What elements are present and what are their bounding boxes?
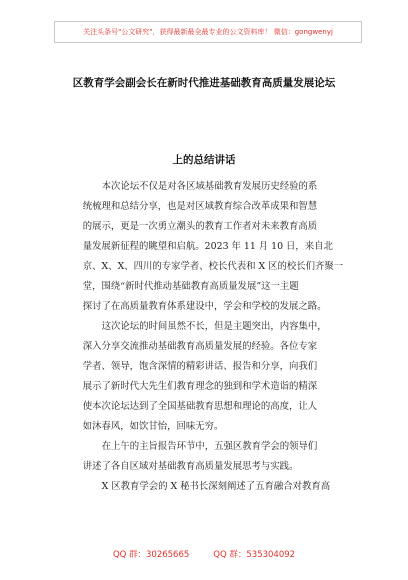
paragraph bbox=[64, 177, 350, 317]
document-title-line-2: 上的总结讲话 bbox=[172, 154, 236, 166]
text-line: 使本次论坛达到了全国基础教育思想和理论的高度，让人 bbox=[82, 401, 318, 412]
document-body bbox=[64, 177, 350, 497]
qq-group-2: QQ 群：535304092 bbox=[213, 550, 296, 560]
text-line: 本次论坛不仅是对各区域基础教育发展历史经验的系 bbox=[101, 181, 318, 192]
text-line: 探讨了在高质量教育体系建设中，学会和学校的发展之路。 bbox=[82, 301, 327, 312]
footer-contact bbox=[0, 548, 408, 560]
text-line: 在上午的主旨报告环节中，五强区教育学会的领导们 bbox=[101, 441, 318, 452]
paragraph bbox=[64, 437, 350, 477]
paragraph bbox=[64, 477, 350, 497]
text-line: 讲述了各自区域对基础教育高质量发展思考与实践。 bbox=[82, 461, 299, 472]
text-line: 如沐春风，如饮甘怡，回味无穷。 bbox=[82, 421, 224, 432]
document-title-line-1: 区教育学会副会长在新时代推进基础教育高质量发展论坛 bbox=[72, 77, 336, 89]
text-line: 堂，围绕“新时代推动基础教育高质量发展”这一主题 bbox=[82, 281, 299, 292]
text-line: 的展示，更是一次勇立潮头的教育工作者对未来教育高质 bbox=[82, 221, 318, 232]
text-line: 深入分享交流推动基础教育高质量发展的经验。各位专家 bbox=[82, 341, 318, 352]
paragraph bbox=[64, 317, 350, 437]
text-line: 统梳理和总结分享，也是对区域教育综合改革成果和智慧 bbox=[82, 201, 318, 212]
header-banner bbox=[54, 21, 362, 43]
text-line: X 区教育学会的 X 秘书长深刻阐述了五育融合对教育高 bbox=[101, 481, 331, 492]
text-line: 量发展新征程的眺望和启航。2023 年 11 月 10 日，来自北 bbox=[82, 241, 333, 252]
text-line: 这次论坛的时间虽然不长，但是主题突出，内容集中， bbox=[101, 321, 327, 332]
text-line: 展示了新时代大先生们教育理念的独到和学术造诣的精深 bbox=[82, 381, 318, 392]
banner-text: 关注头条号"公文研究"，获得最新最全最专业的公文资料库！ 微信：gongwenyj bbox=[83, 28, 333, 36]
text-line: 学者、领导，饱含深情的精彩讲话、报告和分享，向我们 bbox=[82, 361, 318, 372]
text-line: 京、X、X、四川的专家学者、校长代表和 X 区的校长们齐聚一 bbox=[82, 261, 344, 272]
qq-group-1: QQ 群：30265665 bbox=[112, 550, 190, 560]
